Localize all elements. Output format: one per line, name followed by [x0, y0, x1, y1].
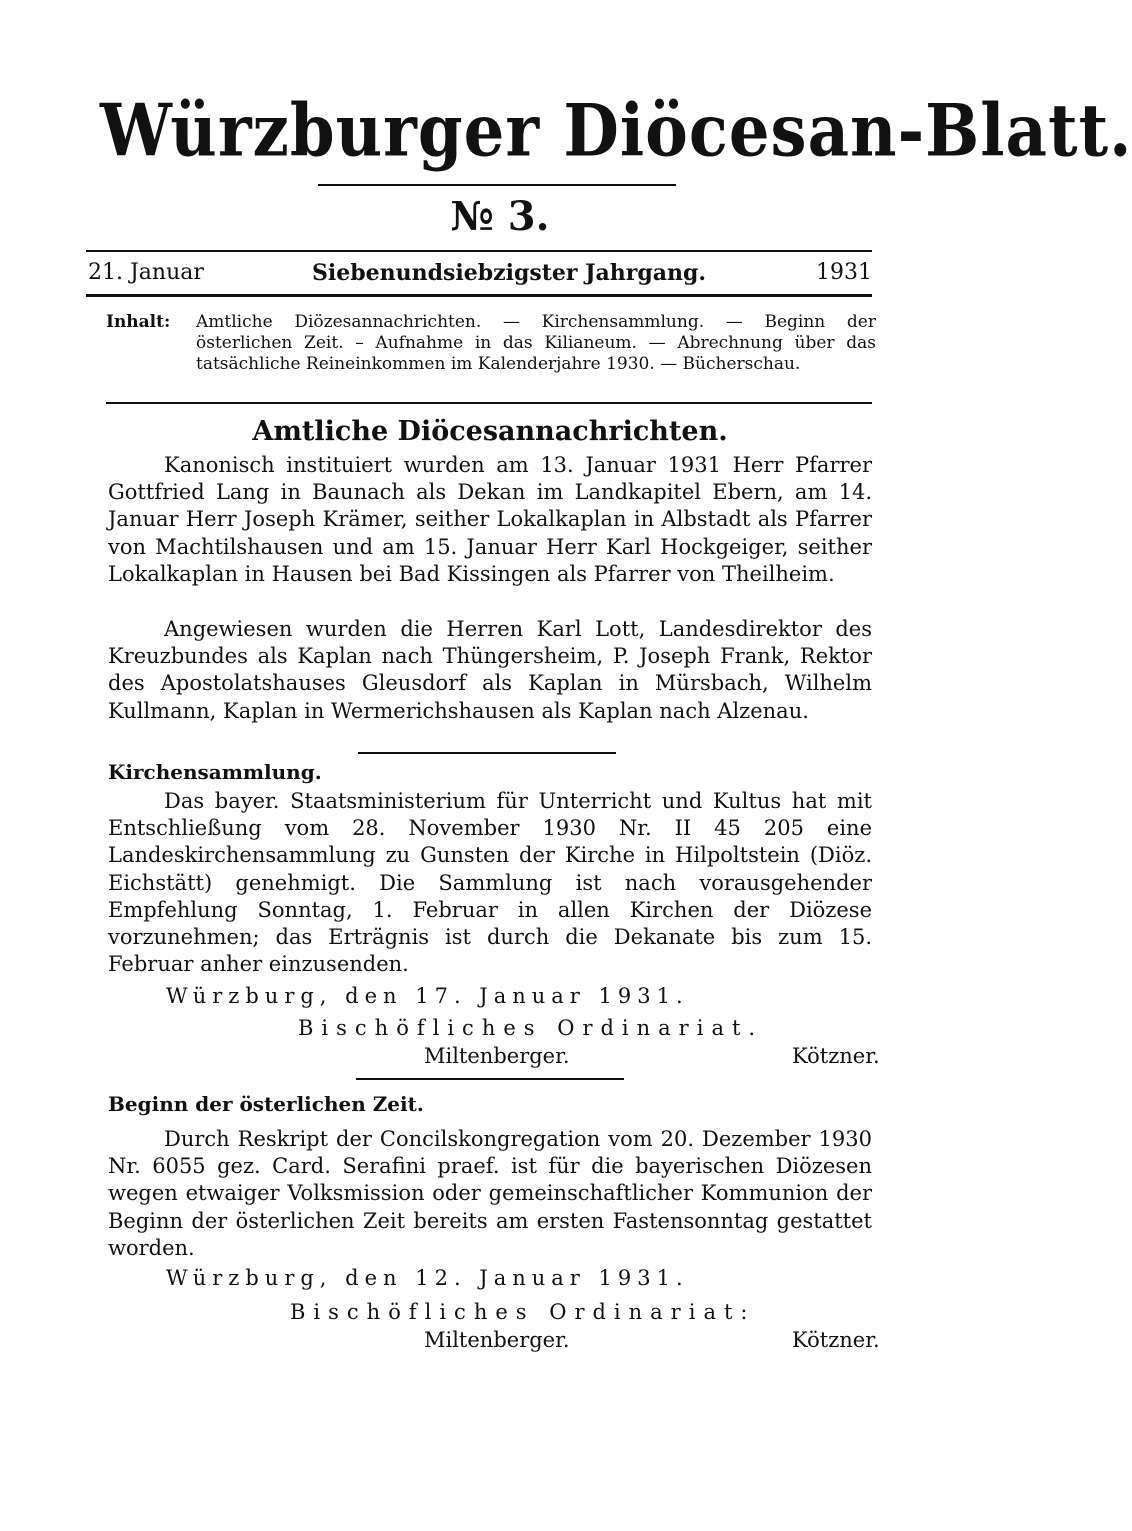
signer-name: Miltenberger.: [424, 1328, 570, 1352]
volume-label: Siebenundsiebzigster Jahrgang.: [312, 260, 707, 286]
contents-label: Inhalt:: [106, 312, 171, 332]
contents-text: Amtliche Diözesannachrichten. — Kirchensammlung. — Beginn der österlichen Zeit. – Aufnahme in das Kilianeum. — Abrechnung über das tatsächliche Reineinkommen im Kalenderjahre 1930. — Bücherschau.: [196, 312, 876, 374]
issue-year: 1931: [816, 260, 872, 285]
signer-name: Kötzner.: [792, 1328, 880, 1352]
masthead-title: Würzburger Diöcesan-Blatt.: [100, 89, 1132, 174]
section-divider: [356, 1078, 624, 1080]
masthead-rule: [318, 184, 676, 186]
issue-number: № 3.: [450, 193, 550, 240]
issue-date: 21. Januar: [88, 260, 204, 285]
section-title-easter-period: Beginn der österlichen Zeit.: [108, 1092, 424, 1116]
place-date: Würzburg, den 12. Januar 1931.: [166, 1266, 689, 1290]
paragraph-church-collection: Das bayer. Staatsministerium für Unterricht und Kultus hat mit Entschließung vom 28. November 1930 Nr. II 45 205 eine Landeskirchensammlung zu Gunsten der Kirche in Hilpoltstein (Diöz. Eichstätt) genehmigt. Die Sammlung ist nach vorausgehender Empfehlung Sonntag, 1. Februar in allen Kirchen der Diözese vorzunehmen; das Erträgnis ist durch die Dekanate bis zum 15. Februar anher einzusenden.: [108, 789, 872, 977]
contents-rule: [106, 402, 872, 404]
authority-label: Bischöfliches Ordinariat.: [298, 1016, 764, 1040]
paragraph-institutions: Kanonisch instituiert wurden am 13. Januar 1931 Herr Pfarrer Gottfried Lang in Baunach als Dekan im Landkapitel Ebern, am 14. Januar Herr Joseph Krämer, seither Lokalkaplan in Albstadt als Pfarrer von Machtilshausen und am 15. Januar Herr Karl Hockgeiger, seither Lokalkaplan in Hausen bei Bad Kissingen als Pfarrer von Theilheim.: [108, 453, 872, 586]
table-of-contents: [106, 312, 876, 375]
signer-name: Miltenberger.: [424, 1044, 570, 1068]
section-title-church-collection: Kirchensammlung.: [108, 760, 322, 784]
paragraph-easter-period: Durch Reskript der Concilskongregation vom 20. Dezember 1930 Nr. 6055 gez. Card. Serafini praef. ist für die bayerischen Diözesen wegen etwaiger Volksmission oder gemeinschaftlicher Kommunion der Beginn der österlichen Zeit bereits am ersten Fastensonntag gestattet worden.: [108, 1127, 872, 1260]
paragraph-assignments: Angewiesen wurden die Herren Karl Lott, Landesdirektor des Kreuzbundes als Kaplan nach Thüngersheim, P. Joseph Frank, Rektor des Apostolatshauses Gleusdorf als Kaplan in Mürsbach, Wilhelm Kullmann, Kaplan in Wermerichshausen als Kaplan nach Alzenau.: [108, 617, 872, 723]
dateline-bottom-rule: [86, 294, 872, 297]
section-divider: [358, 752, 616, 754]
signer-name: Kötzner.: [792, 1044, 880, 1068]
section-title-official-news: Amtliche Diöcesannachrichten.: [252, 416, 728, 447]
dateline-top-rule: [86, 250, 872, 252]
place-date: Würzburg, den 17. Januar 1931.: [166, 984, 689, 1008]
authority-label: Bischöfliches Ordinariat:: [290, 1300, 756, 1324]
